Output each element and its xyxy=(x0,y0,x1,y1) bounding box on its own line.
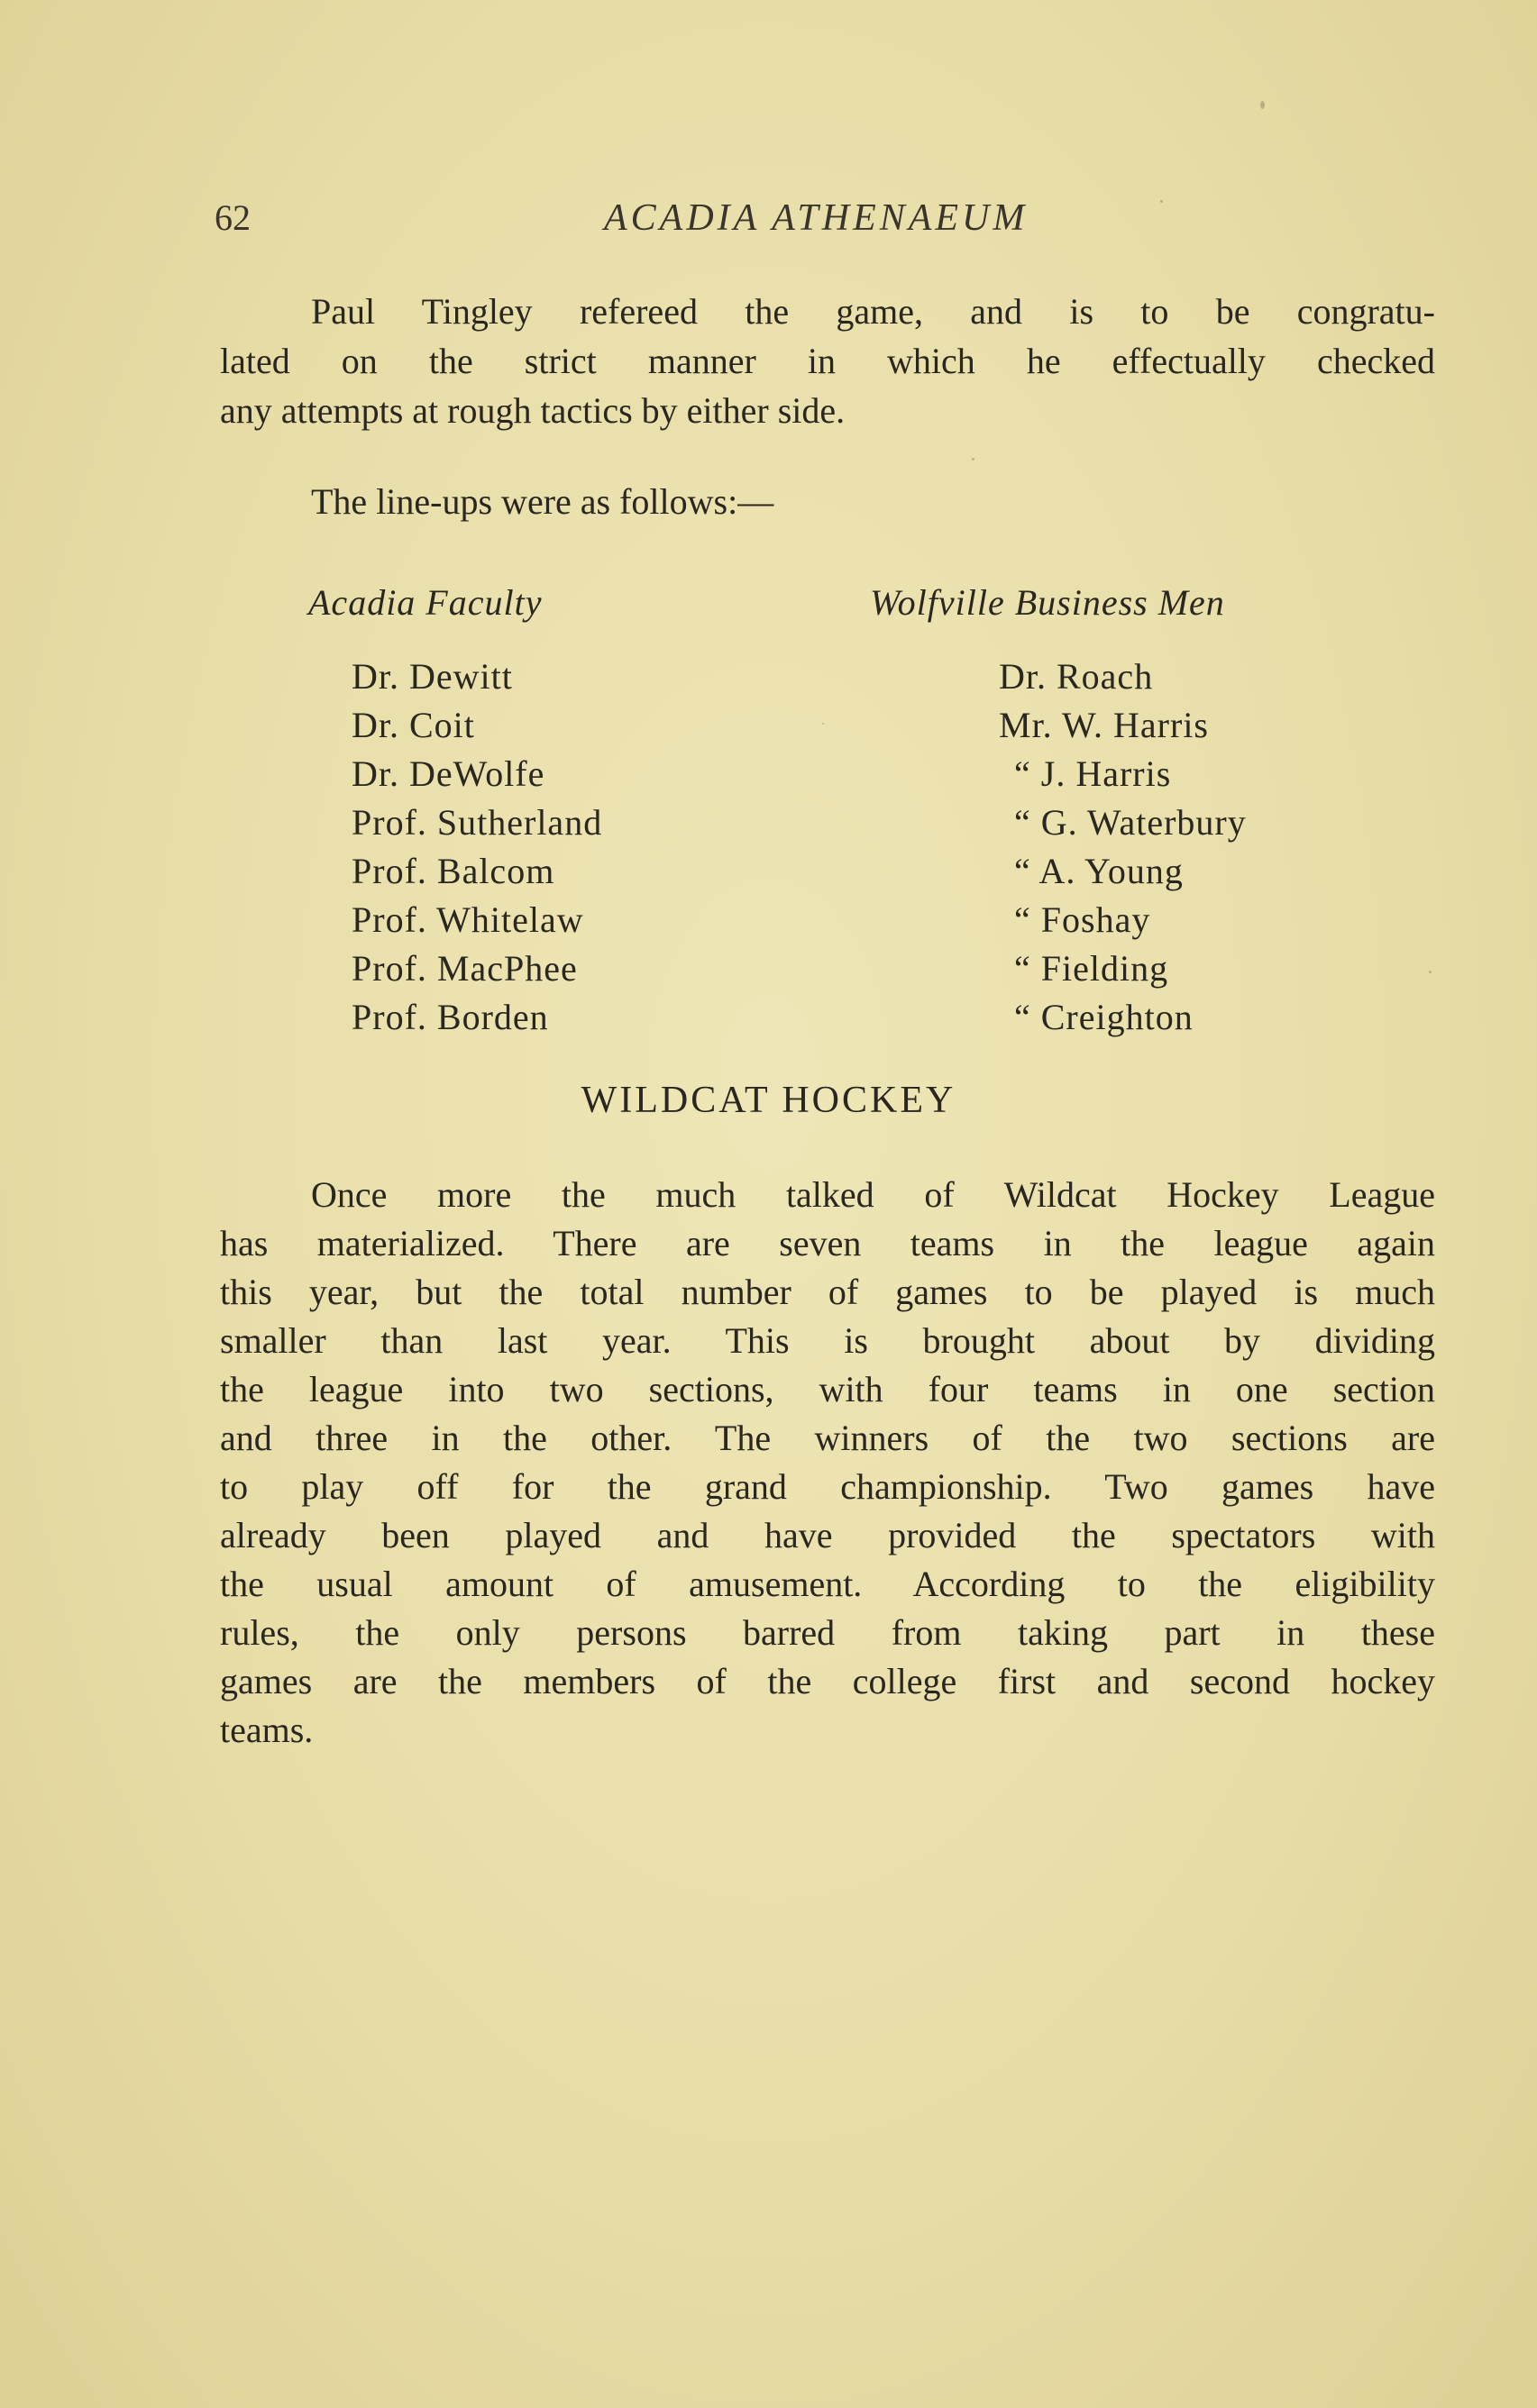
lineup-entry: “ Creighton xyxy=(1014,997,1194,1037)
lineup-entry: “ A. Young xyxy=(1014,851,1184,891)
paper-speck xyxy=(1260,101,1265,109)
lineup-entry: Dr. Roach xyxy=(999,656,1154,697)
lineup-entry: Prof. Borden xyxy=(352,997,549,1037)
lineup-entry: Prof. Whitelaw xyxy=(352,899,584,940)
lineup-entry: Mr. W. Harris xyxy=(999,705,1209,745)
journal-title: ACADIA ATHENAEUM xyxy=(604,197,1029,239)
left-team-title: Acadia Faculty xyxy=(308,582,543,623)
paragraph-line: rules, the only persons barred from taking part in these xyxy=(220,1612,1435,1653)
right-team-title: Wolfville Business Men xyxy=(870,582,1225,623)
paragraph-line: games are the members of the college first and second hockey xyxy=(220,1661,1435,1701)
intro-line: lated on the strict manner in which he effectually checked xyxy=(220,341,1435,381)
lineup-entry: “ Fielding xyxy=(1014,948,1169,989)
lineup-intro: The line-ups were as follows:— xyxy=(311,481,774,522)
lineup-entry: Dr. Coit xyxy=(352,705,475,745)
paragraph-line: and three in the other. The winners of the two sections are xyxy=(220,1418,1435,1458)
paragraph-line: teams. xyxy=(220,1710,314,1750)
paragraph-line: the usual amount of amusement. According to the eligibility xyxy=(220,1564,1435,1604)
paragraph-line: the league into two sections, with four teams in one section xyxy=(220,1369,1435,1409)
paragraph-line: Once more the much talked of Wildcat Hockey League xyxy=(311,1174,1435,1215)
paper-speck xyxy=(1429,971,1432,973)
paragraph-line: smaller than last year. This is brought about by dividing xyxy=(220,1320,1435,1361)
lineup-entry: Prof. MacPhee xyxy=(352,948,578,989)
lineup-entry: “ Foshay xyxy=(1014,899,1151,940)
intro-line: any attempts at rough tactics by either side. xyxy=(220,390,846,431)
paper-speck xyxy=(972,458,974,461)
paragraph-line: has materialized. There are seven teams in the league again xyxy=(220,1223,1435,1263)
paragraph-line: to play off for the grand championship. Two games have xyxy=(220,1466,1435,1507)
page-number: 62 xyxy=(215,197,251,238)
lineup-entry: Prof. Sutherland xyxy=(352,802,603,843)
lineup-entry: Dr. DeWolfe xyxy=(352,753,545,794)
paragraph-line: this year, but the total number of games to be played is much xyxy=(220,1272,1435,1312)
paragraph-line: already been played and have provided the spectators with xyxy=(220,1515,1435,1555)
intro-line: Paul Tingley refereed the game, and is to be congratu- xyxy=(311,291,1435,332)
lineup-entry: Dr. Dewitt xyxy=(352,656,513,697)
paper-speck xyxy=(1160,200,1163,203)
section-heading: WILDCAT HOCKEY xyxy=(581,1080,956,1121)
lineup-entry: Prof. Balcom xyxy=(352,851,555,891)
paper-speck xyxy=(822,723,824,725)
lineup-entry: “ G. Waterbury xyxy=(1014,802,1247,843)
lineup-entry: “ J. Harris xyxy=(1014,753,1172,794)
